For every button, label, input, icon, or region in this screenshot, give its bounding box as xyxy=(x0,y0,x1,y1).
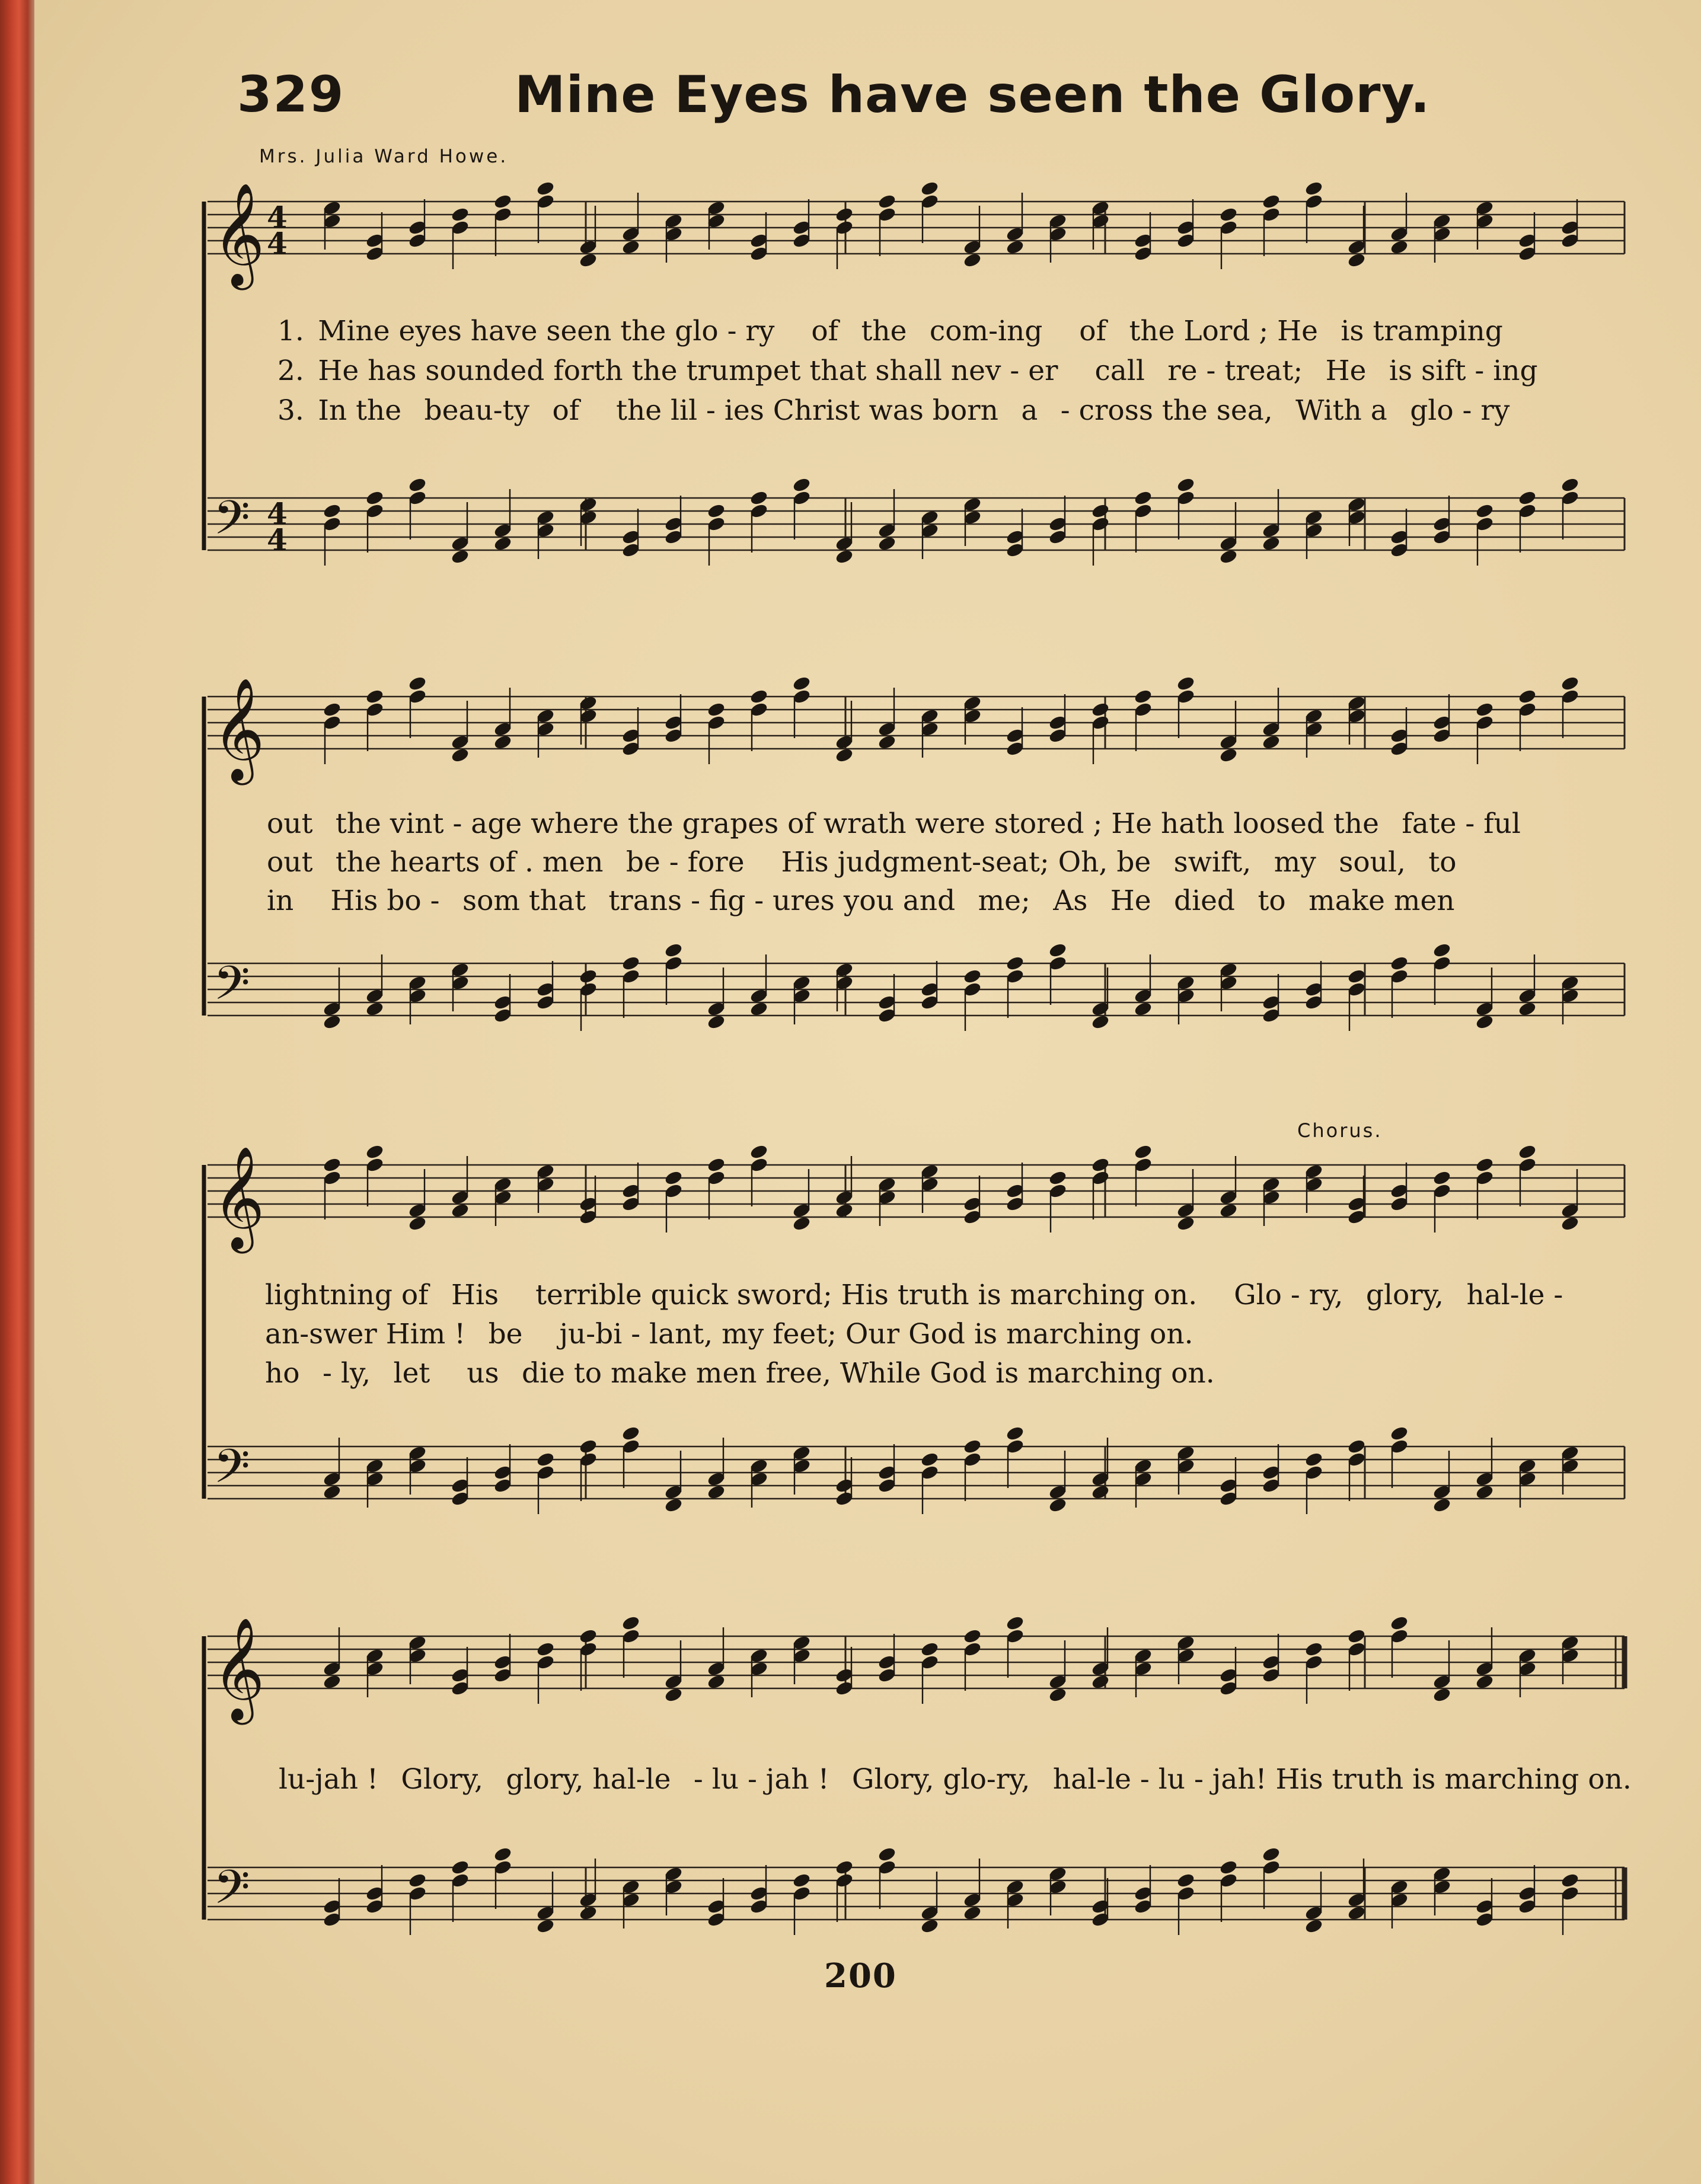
note-head xyxy=(1006,955,1025,972)
note-head xyxy=(451,1859,470,1876)
note-head xyxy=(835,1859,854,1876)
time-signature-icon: 4 xyxy=(267,496,288,531)
note-head xyxy=(1006,1425,1025,1442)
note-head xyxy=(621,1615,641,1631)
note-head xyxy=(1134,490,1153,506)
note-head xyxy=(749,688,769,705)
hymn-number: 329 xyxy=(237,65,345,123)
note-head xyxy=(323,701,342,718)
time-signature-icon: 4 xyxy=(267,226,288,261)
note-head xyxy=(1560,477,1580,493)
note-head xyxy=(365,490,385,506)
lyric-line-s2-v3: in His bo - som that trans - fig - ures you and me; As He died to make men xyxy=(267,885,1455,917)
time-signature-icon: 4 xyxy=(267,522,288,557)
note-head xyxy=(1262,193,1281,210)
note-head xyxy=(621,1425,641,1442)
note-head xyxy=(1390,955,1409,972)
note-head xyxy=(664,1170,684,1186)
note-head xyxy=(707,1157,726,1173)
note-head xyxy=(579,1628,598,1645)
note-head xyxy=(1390,1425,1409,1442)
bass-clef-icon: 𝄢 xyxy=(213,1860,250,1926)
lyric-line-s1-v3: 3. In the beau-ty of the lil - ies Christ was born a - cross the sea, With a glo - ry xyxy=(277,394,1510,427)
note-head xyxy=(1006,1615,1025,1631)
note-head xyxy=(493,193,513,210)
note-head xyxy=(621,955,641,972)
note-head xyxy=(1304,1641,1324,1658)
note-head xyxy=(1518,688,1537,705)
note-head xyxy=(792,477,812,493)
note-head xyxy=(792,675,812,692)
note-head xyxy=(963,1438,982,1455)
note-head xyxy=(408,1872,427,1889)
note-head xyxy=(920,180,940,197)
lyric-line-s4-v1: lu-jah ! Glory, glory, hal-le - lu - jah ! Glory, glo-ry, hal-le - lu - jah! His truth is marching on. xyxy=(279,1763,1632,1796)
note-head xyxy=(579,968,598,985)
note-head xyxy=(1219,206,1239,223)
note-head xyxy=(835,206,854,223)
note-head xyxy=(1475,503,1495,519)
hymn-author: Mrs. Julia Ward Howe. xyxy=(259,146,509,167)
lyric-line-s3-v2: an-swer Him ! be ju-bi - lant, my feet; Our God is marching on. xyxy=(265,1318,1193,1350)
note-head xyxy=(1347,968,1367,985)
note-head xyxy=(323,503,342,519)
note-head xyxy=(792,1872,812,1889)
page-number: 200 xyxy=(824,1956,897,1995)
note-head xyxy=(1176,477,1196,493)
treble-clef-icon: 𝄞 xyxy=(212,1617,265,1720)
note-head xyxy=(1560,675,1580,692)
note-head xyxy=(877,1846,897,1863)
note-head xyxy=(323,1157,342,1173)
note-head xyxy=(1560,1872,1580,1889)
note-head xyxy=(1219,1859,1239,1876)
note-head xyxy=(1091,503,1110,519)
time-signature-icon: 4 xyxy=(267,200,288,235)
note-head xyxy=(1134,688,1153,705)
note-head xyxy=(451,206,470,223)
lyric-line-s1-v1: 1. Mine eyes have seen the glo - ry of the com-ing of the Lord ; He is tramping xyxy=(277,315,1503,347)
note-head xyxy=(536,1641,556,1658)
note-head xyxy=(1262,1846,1281,1863)
note-head xyxy=(1048,1170,1068,1186)
note-head xyxy=(1048,942,1068,959)
lyric-line-s3-v1: lightning of His terrible quick sword; His truth is marching on. Glo - ry, glory, hal-le - xyxy=(265,1279,1563,1311)
bass-clef-icon: 𝄢 xyxy=(213,490,250,557)
note-head xyxy=(1091,701,1110,718)
note-head xyxy=(408,477,427,493)
note-head xyxy=(1518,1144,1537,1160)
chorus-label: Chorus. xyxy=(1297,1119,1383,1142)
bass-clef-icon: 𝄢 xyxy=(213,1439,250,1505)
note-head xyxy=(963,1628,982,1645)
note-head xyxy=(1475,1157,1495,1173)
note-head xyxy=(1518,490,1537,506)
note-head xyxy=(1347,1628,1367,1645)
note-head xyxy=(1304,1451,1324,1468)
hymn-title: Mine Eyes have seen the Glory. xyxy=(515,65,1431,124)
note-head xyxy=(963,968,982,985)
lyric-line-s3-v3: ho - ly, let us die to make men free, While God is marching on. xyxy=(265,1357,1215,1390)
note-head xyxy=(707,503,726,519)
note-head xyxy=(536,1451,556,1468)
note-head xyxy=(1176,1872,1196,1889)
note-head xyxy=(1390,1615,1409,1631)
note-head xyxy=(877,193,897,210)
note-head xyxy=(1176,675,1196,692)
note-head xyxy=(1432,1170,1452,1186)
note-head xyxy=(579,1438,598,1455)
lyric-line-s2-v2: out the hearts of . men be - fore His judgment-seat; Oh, be swift, my soul, to xyxy=(267,846,1457,879)
note-head xyxy=(1475,701,1495,718)
note-head xyxy=(1432,942,1452,959)
note-head xyxy=(365,1144,385,1160)
note-head xyxy=(920,1641,940,1658)
note-head xyxy=(1091,1157,1110,1173)
note-head xyxy=(536,180,556,197)
note-head xyxy=(1304,180,1324,197)
note-head xyxy=(365,688,385,705)
treble-clef-icon: 𝄞 xyxy=(212,1146,265,1249)
note-head xyxy=(408,675,427,692)
note-head xyxy=(707,701,726,718)
treble-clef-icon: 𝄞 xyxy=(212,678,265,781)
note-head xyxy=(920,1451,940,1468)
note-head xyxy=(664,942,684,959)
note-head xyxy=(749,490,769,506)
note-head xyxy=(1134,1144,1153,1160)
lyric-line-s2-v1: out the vint - age where the grapes of wrath were stored ; He hath loosed the fate - ful xyxy=(267,807,1521,840)
note-head xyxy=(1347,1438,1367,1455)
bass-clef-icon: 𝄢 xyxy=(213,956,250,1022)
note-head xyxy=(749,1144,769,1160)
treble-clef-icon: 𝄞 xyxy=(212,183,265,286)
lyric-line-s1-v2: 2. He has sounded forth the trumpet that shall nev - er call re - treat; He is sift - ing xyxy=(277,355,1538,387)
note-head xyxy=(493,1846,513,1863)
